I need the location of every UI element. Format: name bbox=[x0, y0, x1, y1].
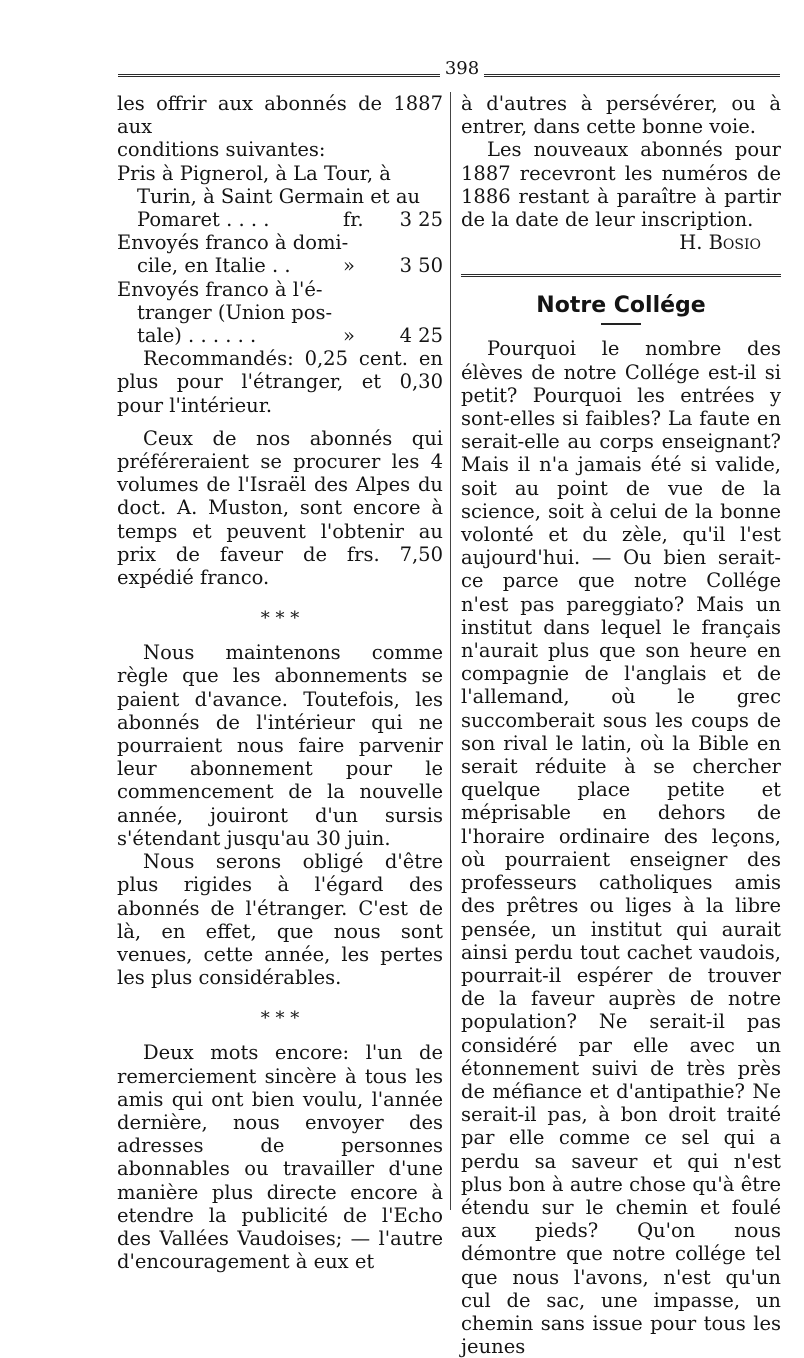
advance-payment-paragraph: Nous maintenons comme règle que les abonnements se paient d'avance. Toutefois, les abonnés de l'intérieur qui ne pourraient nous faire parvenir leur abonnement pour le commencement de la nouvelle année, jouiront d'un sursis s'étendant jusqu'au 30 juin. bbox=[117, 641, 443, 850]
price-label: Pomaret . . . . bbox=[137, 208, 270, 232]
volumes-paragraph: Ceux de nos abonnés qui préféreraient se procurer les 4 volumes de l'Israël des Alpes du doct. A. Muston, sont encore à temps et peuvent l'obtenir au prix de faveur de frs. 7,50 expédié franco. bbox=[117, 426, 443, 590]
intro-line: conditions suivantes: bbox=[117, 138, 326, 162]
price-amount: 4 25 bbox=[399, 324, 443, 348]
continuation-paragraph: à d'autres à persévérer, ou à entrer, dans cette bonne voie. bbox=[461, 92, 781, 139]
section-rule bbox=[461, 274, 781, 277]
price-row bbox=[117, 254, 443, 277]
price-label: cile, en Italie . . bbox=[137, 254, 291, 278]
article-title: Notre Collége bbox=[536, 293, 706, 319]
thanks-paragraph: Deux mots encore: l'un de remerciement sincère à tous les amis qui ont bien voulu, l'année dernière, nous envoyer des adresses de personnes abonnables ou travailler d'une manière plus directe encore à etendre la publicité de l'Echo des Vallées Vaudoises; — l'autre d'encouragement à eux et bbox=[117, 1041, 443, 1274]
foreign-subscribers-paragraph: Nous serons obligé d'être plus rigides à l'égard des abonnés de l'étranger. C'est de là, en effet, que nous sont venues, cette année, les pertes les plus considérables. bbox=[117, 850, 443, 990]
separator-stars: * * * bbox=[260, 608, 300, 630]
article-body: Pourquoi le nombre des élèves de notre Collége est-il si petit? Pourquoi les entrées y sont-elles si faibles? La faute en serait-elle au corps enseignant? Mais il n'a jamais été si valide, soit au point de vue de la science, soit à celui de la bonne volonté et du zèle, qu'il l'est aujourd'hui. — Ou bien serait-ce parce que notre Collége n'est pas pareggiato? Mais un institut dans lequel le français n'aurait plus que son heure en compagnie de l'anglais et de l'allemand, où le grec succomberait sous les coups de son rival le latin, où la Bible en serait réduite à se chercher quelque place petite et méprisable en dehors de l'horaire ordinaire des leçons, où pourraient enseigner des professeurs catholiques amis des prêtres ou liges à la libre pensée, un institut qui aurait ainsi perdu tout cachet vaudois, pourrait-il espérer de trouver de la faveur auprès de notre population? Ne serait-il pas considéré par elle avec un étonnement suivi de très près de méfiance et d'antipathie? Ne serait-il pas, à bon droit traité par elle comme ce sel qui a perdu sa saveur et qui n'est plus bon à autre chose qu'à être étendu sur le chemin et foulé aux pieds? Qu'on nous démontre que notre collége tel que nous l'avons, n'est qu'un cul de sac, une impasse, un chemin sans issue pour tous les jeunes bbox=[461, 337, 781, 1358]
left-column bbox=[117, 92, 443, 1273]
price-text: Turin, à Saint Germain et au bbox=[137, 184, 421, 208]
price-text: Pris à Pignerol, à La Tour, à bbox=[117, 161, 391, 185]
price-row bbox=[117, 324, 443, 347]
page-number: 398 bbox=[440, 58, 484, 80]
intro-line: les offrir aux abonnés de 1887 aux bbox=[117, 92, 443, 139]
right-column bbox=[461, 92, 781, 1358]
column-divider bbox=[450, 92, 451, 1210]
price-label: tale) . . . . . . bbox=[137, 324, 257, 348]
price-text: Envoyés franco à domi- bbox=[117, 231, 349, 255]
price-currency: » bbox=[343, 324, 355, 348]
separator-stars: * * * bbox=[260, 1008, 300, 1030]
price-text: Envoyés franco à l'é- bbox=[117, 277, 323, 301]
page-header bbox=[118, 58, 780, 82]
price-amount: 3 50 bbox=[399, 254, 443, 278]
price-currency: fr. bbox=[343, 208, 364, 232]
price-currency: » bbox=[343, 254, 355, 278]
title-underline bbox=[601, 323, 641, 325]
new-subscribers-paragraph: Les nouveaux abonnés pour 1887 recevront les numéros de 1886 restant à paraître à partir de la date de leur inscription. bbox=[461, 138, 781, 232]
price-amount: 3 25 bbox=[399, 208, 443, 232]
price-row bbox=[117, 208, 443, 231]
price-text: tranger (Union pos- bbox=[137, 300, 333, 324]
recommended-paragraph: Recommandés: 0,25 cent. en plus pour l'étranger, et 0,30 pour l'intérieur. bbox=[117, 347, 443, 417]
signature: H. Bosio bbox=[679, 231, 761, 255]
